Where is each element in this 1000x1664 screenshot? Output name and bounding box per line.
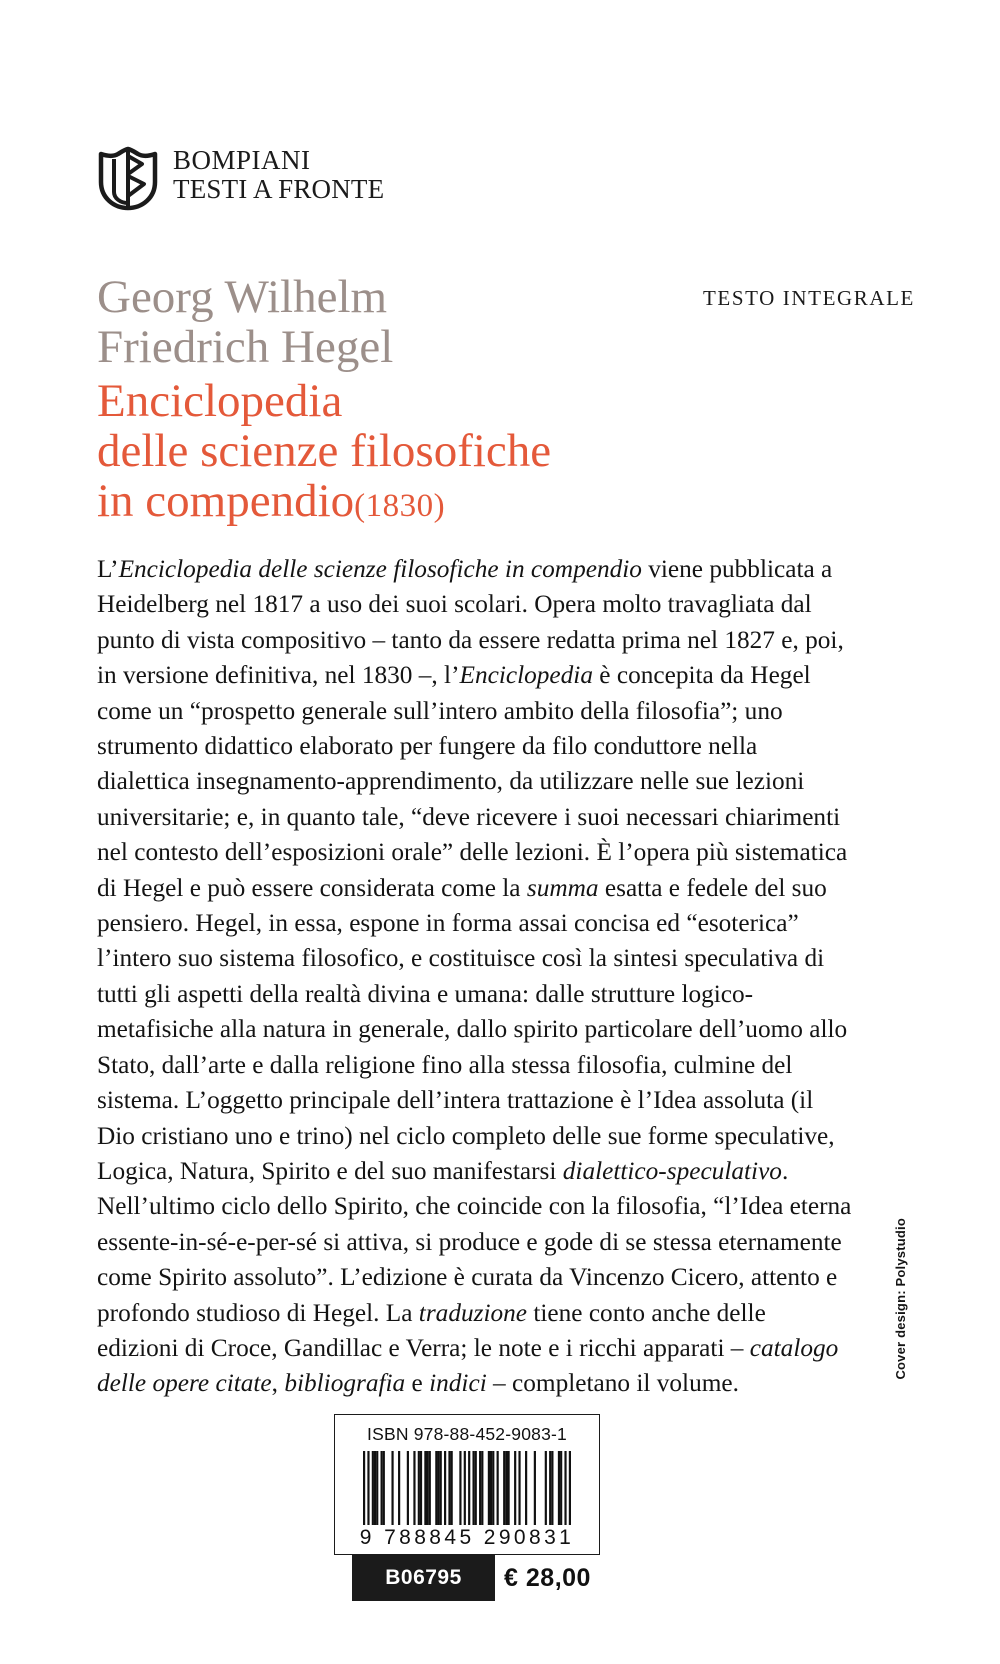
price-row <box>352 1555 600 1601</box>
book-title-line3: in compendio <box>97 475 355 527</box>
internal-code-cell: B06795 <box>352 1555 495 1601</box>
book-title-year: (1830) <box>354 488 446 524</box>
testo-integrale-badge: TESTO INTEGRALE <box>702 286 915 310</box>
barcode-digits: 9 788845 290831 <box>359 1526 575 1549</box>
publisher-name-line2: TESTI A FRONTE <box>173 174 385 204</box>
price-cell: € 28,00 <box>495 1555 600 1601</box>
barcode-block <box>334 1414 600 1601</box>
author-block <box>97 272 657 372</box>
barcode-bars-icon <box>363 1451 571 1525</box>
author-name-line2: Friedrich Hegel <box>97 321 394 373</box>
barcode-panel <box>334 1414 600 1555</box>
publisher-name-line1: BOMPIANI <box>173 145 311 175</box>
book-title-line3-wrapper <box>97 476 817 531</box>
author-name-line1: Georg Wilhelm <box>97 271 388 323</box>
bompiani-shield-logo-icon <box>97 146 159 212</box>
publisher-logo-block <box>97 146 384 212</box>
cover-design-credit: Cover design: Polystudio <box>893 1218 908 1380</box>
book-title-line2: delle scienze filosofiche <box>97 425 552 477</box>
book-title-line1: Enciclopedia <box>97 375 343 427</box>
book-title-block <box>97 376 817 531</box>
isbn-text: ISBN 978-88-452-9083-1 <box>367 1424 567 1444</box>
publisher-wordmark <box>173 147 384 203</box>
back-cover-blurb: L’Enciclopedia delle scienze filosofiche in compendio viene pubblicata a Heidelberg nel 1817 a uso dei suoi scolari. Opera molto travagliata dal punto di vista compositivo – tanto da essere redatta prima nel 1827 e, poi, in versione definitiva, nel 1830 –, l’Enciclopedia è concepita da Hegel come un “prospetto generale sull’intero ambito della filosofia”; uno strumento didattico elaborato per fungere da filo conduttore nella dialettica insegnamento-apprendimento, da utilizzare nelle sue lezioni universitarie; e, in quanto tale, “deve ricevere i suoi necessari chiarimenti nel contesto dell’esposizioni orale” delle lezioni. È l’opera più sistematica di Hegel e può essere considerata come la summa esatta e fedele del suo pensiero. Hegel, in essa, espone in forma assai concisa ed “esoterica” l’intero suo sistema filosofico, e costituisce così la sintesi speculativa di tutti gli aspetti della realtà divina e umana: dalle strutture logico-metafisiche alla natura in generale, dallo spirito particolare dell’uomo allo Stato, dall’arte e dalla religione fino alla stessa filosofia, culmine del sistema. L’oggetto principale dell’intera trattazione è l’Idea assoluta (il Dio cristiano uno e trino) nel ciclo completo delle sue forme speculative, Logica, Natura, Spirito e del suo manifestarsi dialettico-speculativo. Nell’ultimo ciclo dello Spirito, che coincide con la filosofia, “l’Idea eterna essente-in-sé-e-per-sé si attiva, si produce e gode di se stessa eternamente come Spirito assoluto”. L’edizione è curata da Vincenzo Cicero, attento e profondo studioso di Hegel. La traduzione tiene conto anche delle edizioni di Croce, Gandillac e Verra; le note e i ricchi apparati – catalogo delle opere citate, bibliografia e indici – completano il volume. <box>97 555 852 1398</box>
